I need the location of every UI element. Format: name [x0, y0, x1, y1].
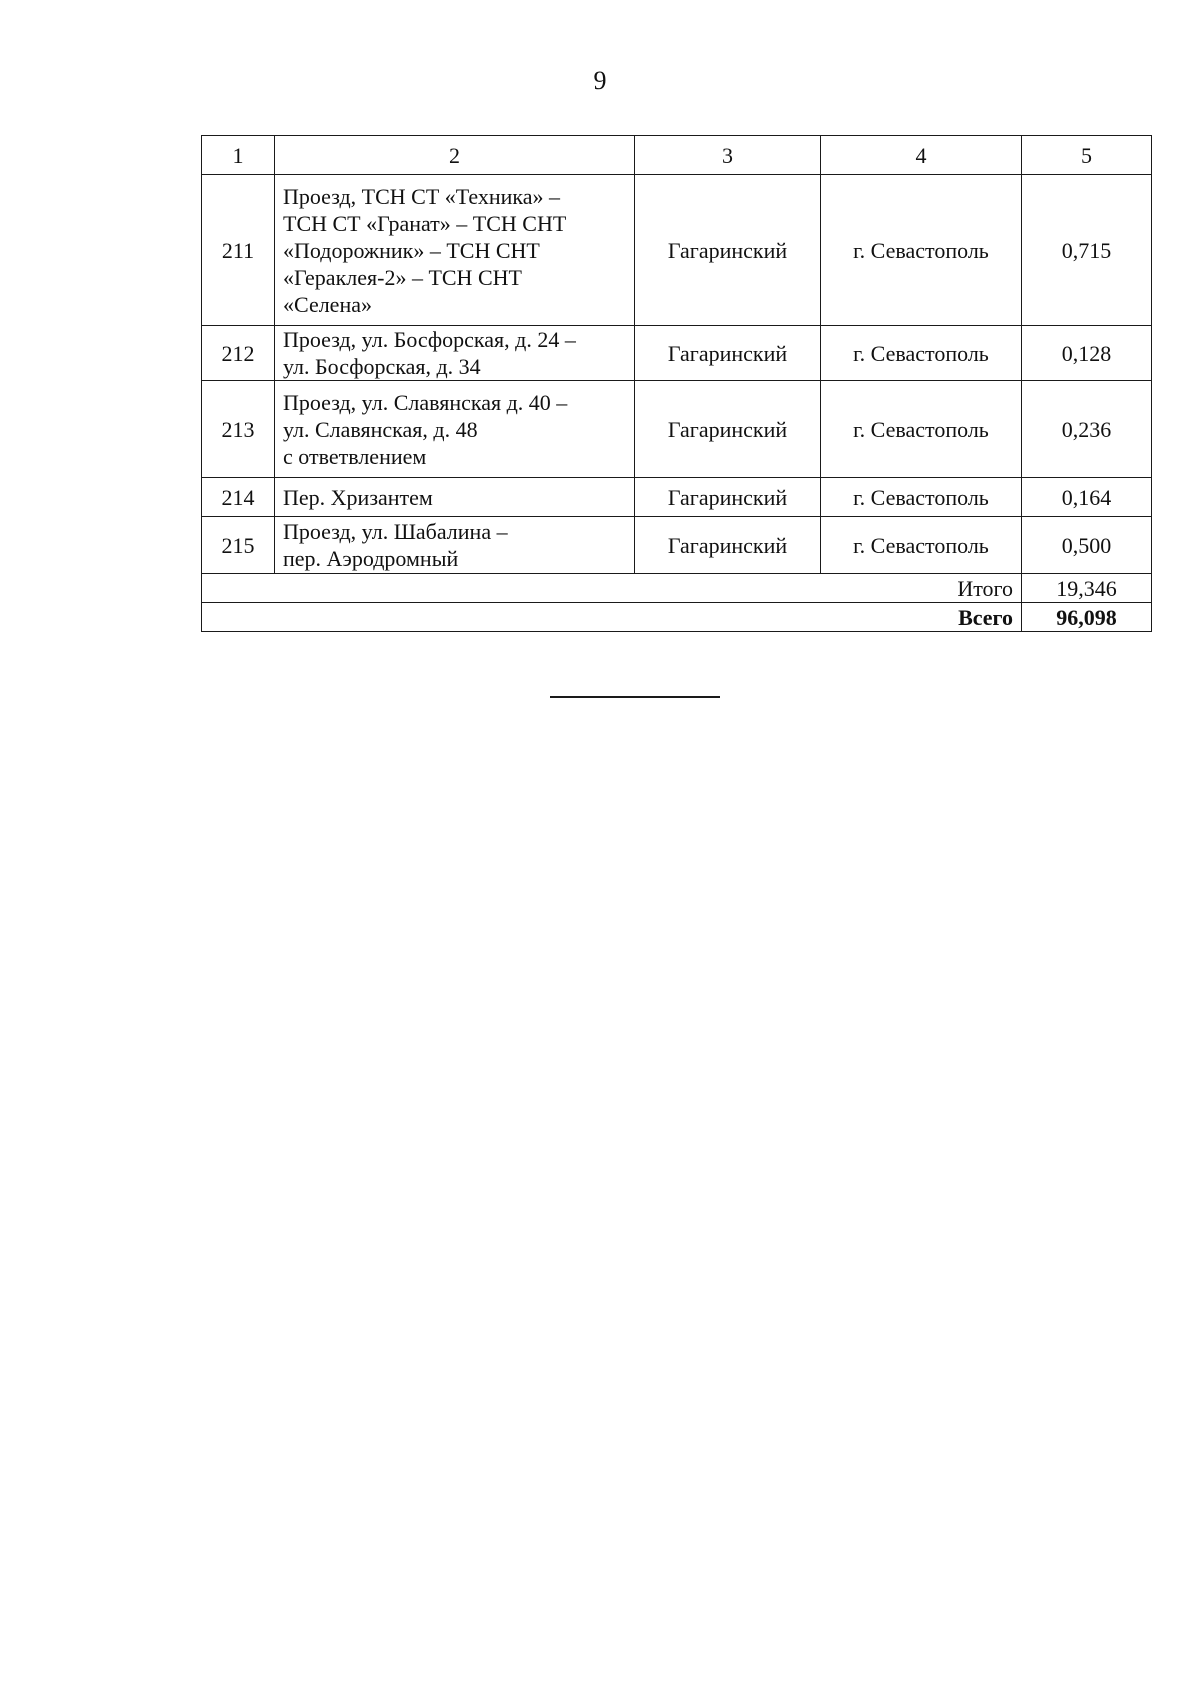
road-name-line: ТСН СТ «Гранат» – ТСН СНТ	[283, 210, 567, 236]
city: г. Севастополь	[821, 381, 1022, 478]
road-name-line: «Селена»	[283, 291, 372, 317]
road-name-line: «Подорожник» – ТСН СНТ	[283, 237, 540, 263]
city: г. Севастополь	[821, 517, 1022, 574]
table-row	[202, 175, 1152, 326]
road-length: 0,715	[1022, 175, 1152, 326]
table-row	[202, 381, 1152, 478]
subtotal-row	[202, 574, 1152, 603]
city: г. Севастополь	[821, 175, 1022, 326]
city: г. Севастополь	[821, 478, 1022, 517]
row-number: 211	[202, 175, 275, 326]
road-name	[275, 175, 635, 326]
total-label: Всего	[202, 603, 1022, 632]
column-header: 3	[635, 136, 821, 175]
column-header: 1	[202, 136, 275, 175]
road-name-line: ул. Босфорская, д. 34	[283, 354, 481, 379]
page-number: 9	[593, 66, 607, 95]
table-header-row	[202, 136, 1152, 175]
road-length: 0,500	[1022, 517, 1152, 574]
road-name	[275, 326, 635, 381]
table-row	[202, 326, 1152, 381]
district: Гагаринский	[635, 175, 821, 326]
total-row	[202, 603, 1152, 632]
row-number: 214	[202, 478, 275, 517]
column-header: 2	[275, 136, 635, 175]
road-name-line: пер. Аэродромный	[283, 546, 459, 571]
district: Гагаринский	[635, 326, 821, 381]
table-row	[202, 517, 1152, 574]
subtotal-value: 19,346	[1022, 574, 1152, 603]
city: г. Севастополь	[821, 326, 1022, 381]
end-of-document-rule	[550, 696, 720, 698]
column-header: 5	[1022, 136, 1152, 175]
subtotal-label: Итого	[202, 574, 1022, 603]
road-name-line: ул. Славянская, д. 48	[283, 416, 478, 442]
district: Гагаринский	[635, 517, 821, 574]
road-name-line: «Гераклея-2» – ТСН СНТ	[283, 264, 522, 290]
road-name	[275, 478, 635, 517]
column-header: 4	[821, 136, 1022, 175]
road-name-line: Пер. Хризантем	[283, 484, 433, 510]
road-name-line: Проезд, ул. Шабалина –	[283, 519, 508, 544]
row-number: 213	[202, 381, 275, 478]
row-number: 212	[202, 326, 275, 381]
row-number: 215	[202, 517, 275, 574]
road-name-line: Проезд, ул. Босфорская, д. 24 –	[283, 327, 576, 352]
table-row	[202, 478, 1152, 517]
roads-table	[201, 135, 1152, 632]
road-length: 0,236	[1022, 381, 1152, 478]
total-value: 96,098	[1022, 603, 1152, 632]
district: Гагаринский	[635, 478, 821, 517]
road-name-line: с ответвлением	[283, 443, 427, 469]
road-length: 0,164	[1022, 478, 1152, 517]
district: Гагаринский	[635, 381, 821, 478]
road-name-line: Проезд, ул. Славянская д. 40 –	[283, 389, 568, 415]
road-name	[275, 517, 635, 574]
road-name-line: Проезд, ТСН СТ «Техника» –	[283, 183, 561, 209]
road-name	[275, 381, 635, 478]
road-length: 0,128	[1022, 326, 1152, 381]
